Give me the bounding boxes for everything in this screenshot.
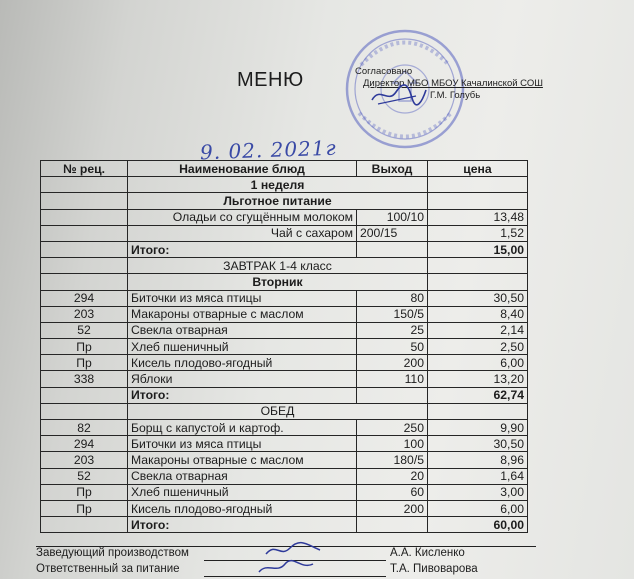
section-title-row: [41, 258, 528, 274]
dish-output: 60: [357, 484, 428, 500]
total-row: [41, 241, 528, 257]
dish-price: 6,00: [428, 355, 528, 371]
table-row: [41, 322, 528, 338]
dish-output: 200: [357, 500, 428, 516]
total-label: Итого:: [128, 387, 357, 403]
responsible-name: Т.А. Пивоварова: [390, 563, 478, 575]
recipe-number: 203: [41, 306, 128, 322]
dish-name: Хлеб пшеничный: [128, 339, 357, 355]
recipe-number: 52: [41, 468, 128, 484]
dish-output: 150/5: [357, 306, 428, 322]
total-label: Итого:: [128, 241, 357, 257]
dish-output: 80: [357, 290, 428, 306]
dish-output: 25: [357, 322, 428, 338]
dish-name: Биточки из мяса птицы: [128, 290, 357, 306]
section-title-row: [41, 403, 528, 419]
dish-price: 2,14: [428, 322, 528, 338]
table-row: [41, 355, 528, 371]
table-row: [41, 290, 528, 306]
dish-output: 50: [357, 339, 428, 355]
table-header-row: [41, 161, 528, 177]
manager-label: Заведующий производством: [36, 547, 189, 559]
dish-price: 8,96: [428, 452, 528, 468]
column-header: Выход: [357, 161, 428, 177]
dish-name: Свекла отварная: [128, 322, 357, 338]
dish-price: 30,50: [428, 436, 528, 452]
dish-price: 13,48: [428, 209, 528, 225]
recipe-number: 52: [41, 322, 128, 338]
dish-name: Биточки из мяса птицы: [128, 436, 357, 452]
dish-output: 250: [357, 420, 428, 436]
section-title: ОБЕД: [128, 403, 428, 419]
table-row: [41, 306, 528, 322]
dish-name: Макароны отварные с маслом: [128, 452, 357, 468]
recipe-number: Пр: [41, 484, 128, 500]
table-row: [41, 209, 528, 225]
section-title: Льготное питание: [128, 193, 428, 209]
column-header: Наименование блюд: [128, 161, 357, 177]
total-row: [41, 387, 528, 403]
dish-price: 6,00: [428, 500, 528, 516]
day-label: Вторник: [128, 274, 428, 290]
total-label: Итого:: [128, 517, 357, 533]
dish-price: 1,64: [428, 468, 528, 484]
recipe-number: 294: [41, 436, 128, 452]
dish-output: 180/5: [357, 452, 428, 468]
table-row: [41, 420, 528, 436]
total-row: [41, 517, 528, 533]
manager-signature-icon: [262, 540, 324, 560]
dish-name: Свекла отварная: [128, 468, 357, 484]
total-value: 60,00: [428, 517, 528, 533]
table-row: [41, 371, 528, 387]
dish-price: 8,40: [428, 306, 528, 322]
table-row: [41, 339, 528, 355]
table-row: [41, 436, 528, 452]
table-row: [41, 452, 528, 468]
dish-price: 3,00: [428, 484, 528, 500]
table-row: [41, 484, 528, 500]
dish-name: Чай с сахаром: [128, 225, 357, 241]
responsible-label: Ответственный за питание: [36, 563, 180, 575]
dish-price: 9,90: [428, 420, 528, 436]
recipe-number: Пр: [41, 339, 128, 355]
dish-output: 100/10: [357, 209, 428, 225]
dish-name: Макароны отварные с маслом: [128, 306, 357, 322]
section-title: ЗАВТРАК 1-4 класс: [128, 258, 428, 274]
recipe-number: Пр: [41, 500, 128, 516]
menu-table: [40, 160, 528, 533]
dish-output: 200/15: [357, 225, 428, 241]
recipe-number: 203: [41, 452, 128, 468]
recipe-number: 294: [41, 290, 128, 306]
dish-price: 30,50: [428, 290, 528, 306]
table-row: [41, 225, 528, 241]
handwritten-date: 9. 02. 2021г: [199, 135, 337, 165]
total-value: 62,74: [428, 387, 528, 403]
dish-name: Борщ с капустой и картоф.: [128, 420, 357, 436]
dish-output: 200: [357, 355, 428, 371]
approval-name: Г.М. Голубь: [430, 90, 481, 101]
approval-director: Директор МБО МБОУ Качалинской СОШ: [363, 78, 543, 89]
responsible-signature-icon: [255, 558, 317, 578]
total-value: 15,00: [428, 241, 528, 257]
column-header: цена: [428, 161, 528, 177]
column-header: № рец.: [41, 161, 128, 177]
dish-name: Яблоки: [128, 371, 357, 387]
week-label: 1 неделя: [128, 177, 428, 193]
page-title: МЕНЮ: [237, 69, 304, 91]
section-title-row: [41, 193, 528, 209]
recipe-number: 338: [41, 371, 128, 387]
dish-name: Хлеб пшеничный: [128, 484, 357, 500]
table-row: [41, 500, 528, 516]
recipe-number: 82: [41, 420, 128, 436]
approval-label: Согласовано: [355, 66, 413, 77]
dish-price: 2,50: [428, 339, 528, 355]
recipe-number: Пр: [41, 355, 128, 371]
dish-output: 100: [357, 436, 428, 452]
dish-output: 110: [357, 371, 428, 387]
week-row: [41, 177, 528, 193]
section-subtitle-row: [41, 274, 528, 290]
dish-name: Кисель плодово-ягодный: [128, 355, 357, 371]
dish-price: 1,52: [428, 225, 528, 241]
dish-price: 13,20: [428, 371, 528, 387]
dish-output: 20: [357, 468, 428, 484]
manager-name: А.А. Кисленко: [390, 547, 465, 559]
dish-name: Кисель плодово-ягодный: [128, 500, 357, 516]
table-row: [41, 468, 528, 484]
director-signature-icon: [368, 82, 428, 108]
dish-name: Оладьи со сгущённым молоком: [128, 209, 357, 225]
